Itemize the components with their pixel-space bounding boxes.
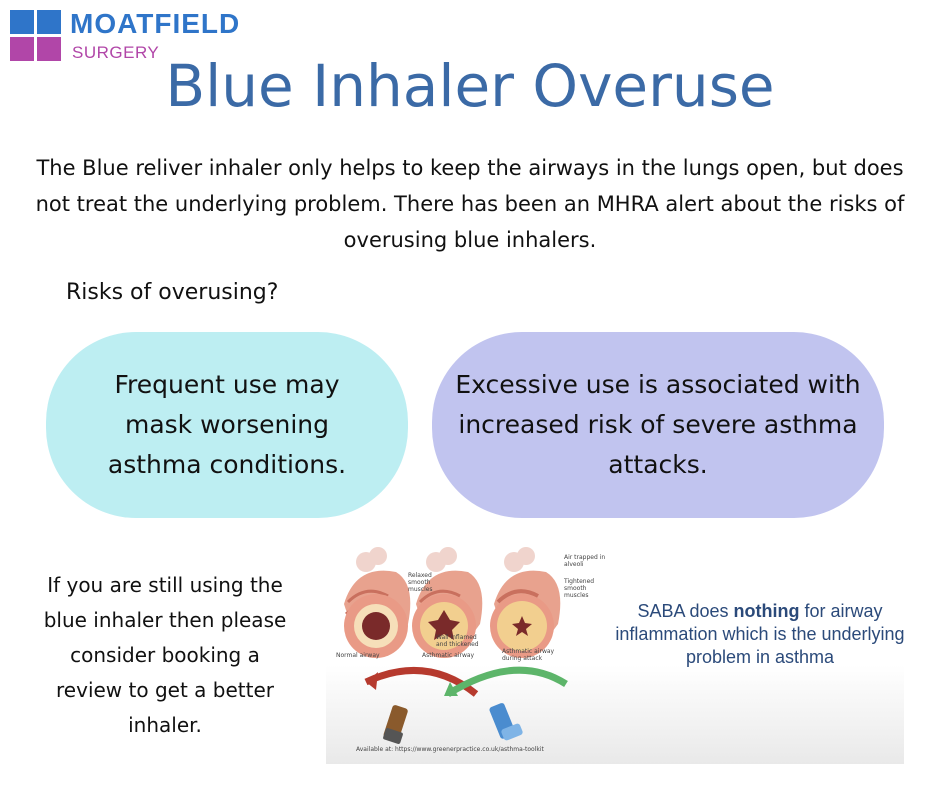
review-advice: If you are still using the blue inhaler then please consider booking a review to get a better inhaler. xyxy=(43,573,287,737)
label-air-trapped: Air trapped in alveoli xyxy=(564,554,606,568)
label-wall-inflamed: Wall inflamed and thickened xyxy=(436,634,479,648)
intro-paragraph: The Blue reliver inhaler only helps to keep the airways in the lungs open, but does not treat the underlying problem. There has been an MHRA alert about the risks of overusing blue inhalers. xyxy=(35,156,905,252)
risk-bubble-mask xyxy=(46,332,408,518)
label-relaxed-muscles: Relaxed smooth muscles xyxy=(408,572,433,593)
risk-bubble-attacks xyxy=(432,332,884,518)
page-title: Blue Inhaler Overuse xyxy=(165,52,775,120)
risk-bubble-text: Frequent use may mask worsening asthma conditions. xyxy=(107,370,347,479)
label-asthmatic-airway: Asthmatic airway xyxy=(422,652,475,659)
attack-airway-icon xyxy=(490,547,560,658)
saba-text-before: SABA does xyxy=(637,601,734,621)
source-citation: Available at: https://www.greenerpractice.co.uk/asthma-toolkit xyxy=(356,746,544,753)
logo-square xyxy=(37,10,61,34)
risk-bubble-text: Excessive use is associated with increased risk of severe asthma attacks. xyxy=(455,370,861,479)
saba-text-after: for airway inflammation which is the underlying problem in asthma xyxy=(615,601,905,667)
logo-name: MOATFIELD xyxy=(70,8,241,39)
logo-subtitle: SURGERY xyxy=(72,43,160,62)
brown-inhaler-icon xyxy=(383,704,409,744)
saba-statement xyxy=(610,600,910,669)
label-normal-airway: Normal airway xyxy=(336,652,380,659)
saba-emphasis: nothing xyxy=(733,601,800,621)
logo-square xyxy=(10,10,34,34)
blue-inhaler-icon xyxy=(489,702,524,741)
risks-heading: Risks of overusing? xyxy=(66,280,279,305)
label-attack-airway: Asthmatic airway during attack xyxy=(502,648,555,662)
normal-airway-icon xyxy=(344,547,410,658)
label-tightened-muscles: Tightened smooth muscles xyxy=(564,578,595,599)
